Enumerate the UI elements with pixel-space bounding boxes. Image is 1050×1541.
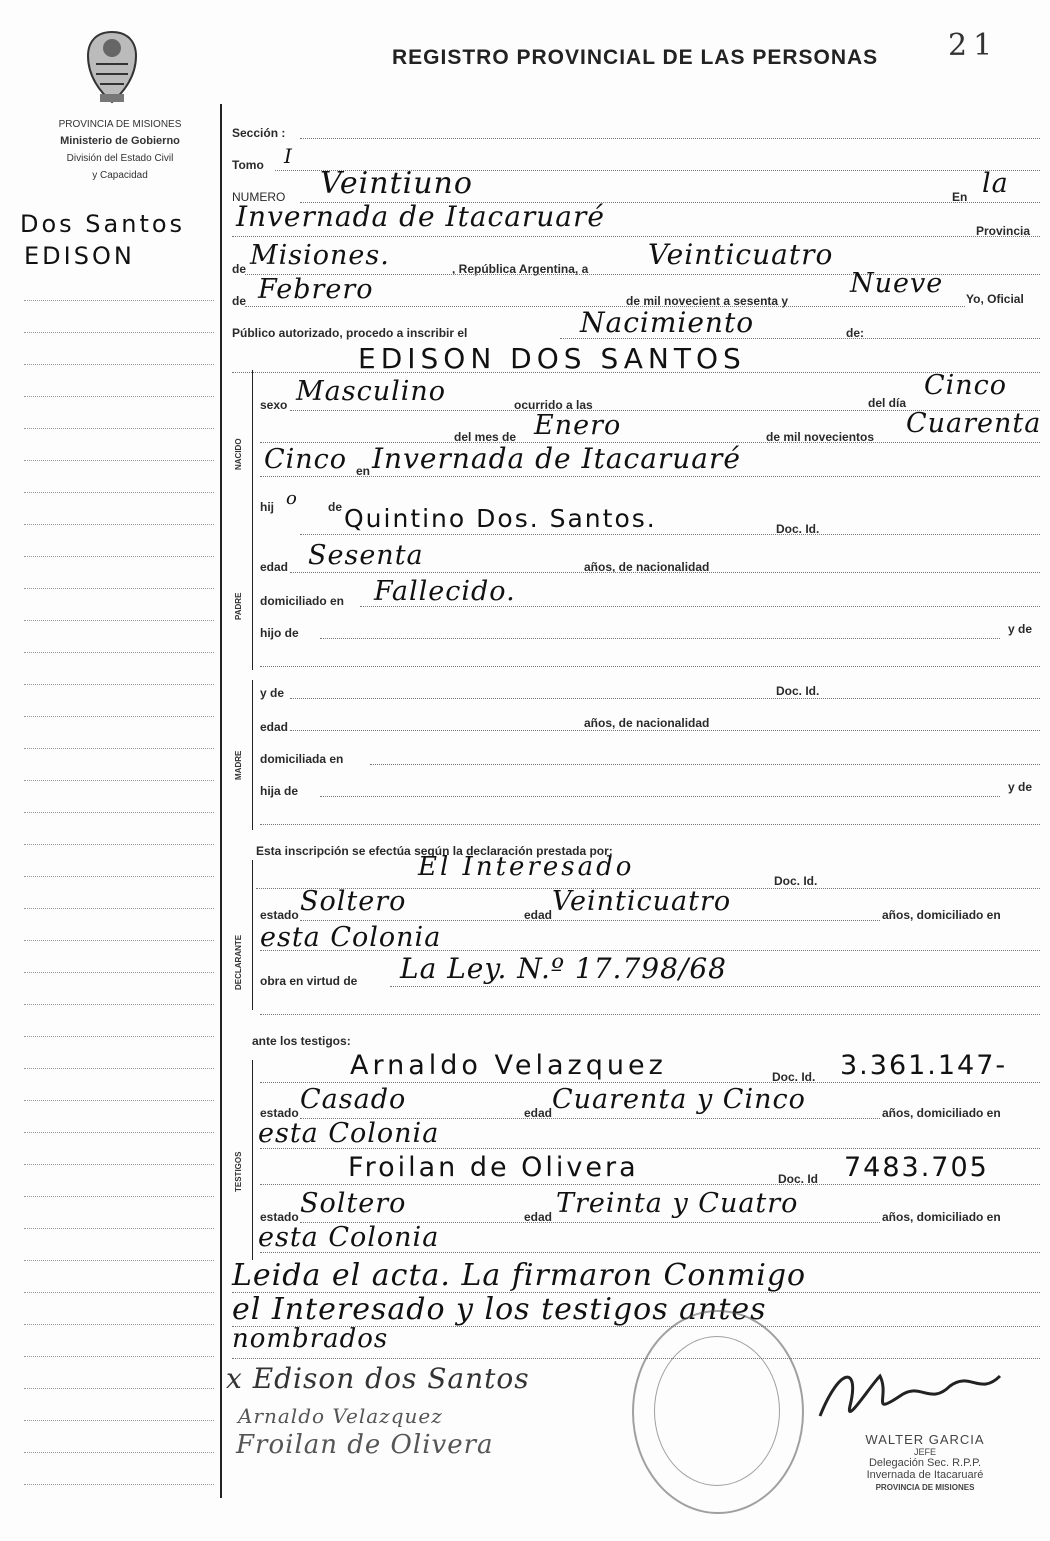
main-border (220, 104, 222, 1498)
margin-ruled-line (24, 556, 214, 557)
margin-ruled-line (24, 620, 214, 621)
margin-ruled-line (24, 1004, 214, 1005)
agency-province: PROVINCIA DE MISIONES (58, 119, 182, 130)
madre-section-label: MADRE (234, 750, 243, 780)
witness1-domicilio-label: años, domiciliado en (882, 1106, 1001, 1120)
margin-ruled-line (24, 716, 214, 717)
margin-ruled-line (24, 780, 214, 781)
declarante-edad-label: edad (524, 908, 553, 922)
witness1-name: Arnaldo Velazquez (350, 1050, 667, 1081)
de-label: de (232, 262, 247, 276)
testigos-section-label: TESTIGOS (234, 1151, 243, 1192)
madre-doc-label: Doc. Id. (776, 684, 820, 698)
madre-hija-de-label: hija de (260, 784, 299, 798)
madre-bracket (252, 680, 253, 830)
sexo-label: sexo (260, 398, 288, 412)
year-tens-value: Cuarenta (906, 408, 1042, 439)
document-title: REGISTRO PROVINCIAL DE LAS PERSONAS (392, 46, 879, 69)
madre-edad-label: edad (260, 720, 289, 734)
agency-capacity: y Capacidad (92, 170, 148, 181)
declaracion-intro: Esta inscripción se efectúa según la declaración prestada por: (256, 844, 613, 858)
margin-ruled-line (24, 812, 214, 813)
margin-ruled-line (24, 1164, 214, 1165)
witness1-edad-label: edad (524, 1106, 553, 1120)
place-value: Invernada de Itacaruaré (236, 200, 605, 233)
margin-ruled-line (24, 364, 214, 365)
official-signature-icon (810, 1356, 1010, 1436)
margin-ruled-line (24, 396, 214, 397)
official-name: WALTER GARCIA (865, 1432, 985, 1447)
nacido-bracket (252, 370, 253, 520)
margin-ruled-line (24, 1452, 214, 1453)
margin-ruled-line (24, 748, 214, 749)
coat-of-arms-icon (82, 30, 142, 106)
margin-ruled-line (24, 1132, 214, 1133)
padre-domicilio-label: domiciliado en (260, 594, 345, 608)
year-units-value: Cinco (264, 444, 348, 475)
margin-ruled-line (24, 428, 214, 429)
official-delegation-place: Invernada de Itacaruaré (866, 1469, 984, 1481)
provincia-label: Provincia (976, 224, 1031, 238)
year-label: de mil novecient a sesenta y (626, 294, 789, 308)
witness2-edad-label: edad (524, 1210, 553, 1224)
margin-ruled-line (24, 684, 214, 685)
padre-de-label: de (328, 500, 343, 514)
witness1-domicile: esta Colonia (258, 1118, 440, 1149)
margin-ruled-line (24, 300, 214, 301)
margin-ruled-line (24, 492, 214, 493)
year-value: Nueve (850, 268, 944, 299)
margin-surname: Dos Santos (20, 210, 186, 238)
witness2-name: Froilan de Olivera (348, 1152, 639, 1183)
margin-ruled-line (24, 1068, 214, 1069)
madre-nacionalidad-label: años, de nacionalidad (584, 716, 710, 730)
padre-y-de-label: y de (1008, 622, 1033, 636)
provincia-value: Misiones. (250, 240, 390, 271)
dia-label: del día (868, 396, 907, 410)
official-block (830, 1432, 1020, 1492)
en-nacido-label: en (356, 464, 371, 478)
de2-label: de (232, 294, 247, 308)
father-age: Sesenta (308, 540, 424, 571)
margin-ruled-line (24, 460, 214, 461)
official-title: JEFE (913, 1447, 936, 1457)
margin-ruled-line (24, 524, 214, 525)
acto-value: Nacimiento (580, 306, 755, 339)
closing-line-3: nombrados (232, 1324, 389, 1354)
registrant-name: EDISON DOS SANTOS (358, 342, 746, 375)
witness2-domicile: esta Colonia (258, 1222, 440, 1253)
margin-ruled-line (24, 1356, 214, 1357)
official-province: PROVINCIA DE MISIONES (875, 1483, 975, 1492)
margin-ruled-line (24, 588, 214, 589)
witness1-doc-label: Doc. Id. (772, 1070, 816, 1084)
de3-label: de: (846, 326, 864, 340)
declarant-marital-status: Soltero (300, 886, 407, 917)
signature-registrant: x Edison dos Santos (226, 1362, 530, 1395)
margin-given-name: EDISON (24, 242, 135, 270)
birthplace-value: Invernada de Itacaruaré (372, 442, 741, 475)
dia-value: Cinco (924, 370, 1008, 401)
madre-domicilio-label: domiciliada en (260, 752, 344, 766)
margin-ruled-line (24, 1292, 214, 1293)
madre-y-de2-label: y de (1008, 780, 1033, 794)
madre-y-de-label: y de (260, 686, 285, 700)
witness2-doc-label: Doc. Id (778, 1172, 819, 1186)
agency-block (20, 116, 220, 184)
witness2-marital-status: Soltero (300, 1188, 407, 1219)
padre-doc-label: Doc. Id. (776, 522, 820, 536)
declarante-bracket (252, 860, 253, 1010)
witness1-estado-label: estado (260, 1106, 299, 1120)
nacido-section-label: NACIDO (234, 438, 243, 470)
declarant-age: Veinticuatro (552, 886, 732, 917)
mil-label: de mil novecientos (766, 430, 875, 444)
declarante-estado-label: estado (260, 908, 299, 922)
padre-section-label: PADRE (234, 592, 243, 620)
declarante-doc-label: Doc. Id. (774, 874, 818, 888)
testigos-bracket (252, 1060, 253, 1260)
margin-ruled-line (24, 940, 214, 941)
padre-edad-label: edad (260, 560, 289, 574)
witness1-age: Cuarenta y Cinco (552, 1084, 806, 1115)
father-name: Quintino Dos. Santos. (344, 504, 657, 533)
numero-label: NUMERO (232, 190, 286, 204)
hijo-label: hij (260, 500, 274, 514)
margin-ruled-line (24, 1100, 214, 1101)
declarante-domicilio-label: años, domiciliado en (882, 908, 1001, 922)
margin-ruled-line (24, 908, 214, 909)
margin-ruled-line (24, 332, 214, 333)
agency-ministry: Ministerio de Gobierno (60, 135, 180, 147)
hijo-suffix: o (286, 488, 298, 509)
official-delegation: Delegación Sec. R.P.P. (868, 1457, 982, 1469)
margin-ruled-line (24, 1388, 214, 1389)
en-value: la (982, 168, 1009, 199)
official-seal-icon (632, 1310, 804, 1514)
witness1-doc: 3.361.147- (840, 1050, 1008, 1081)
signature-witness1: Arnaldo Velazquez (238, 1404, 443, 1428)
testigos-intro: ante los testigos: (252, 1034, 351, 1048)
margin-ruled-line (24, 1484, 214, 1485)
en-label: En (952, 190, 968, 204)
margin-ruled-line (24, 1324, 214, 1325)
father-domicile: Fallecido. (374, 576, 516, 607)
obra-label: obra en virtud de (260, 974, 358, 988)
declarant-name: El Interesado (418, 852, 635, 882)
padre-bracket (252, 520, 253, 670)
tomo-label: Tomo (232, 158, 264, 172)
margin-ruled-line (24, 1036, 214, 1037)
page-number: 21 (948, 28, 999, 63)
witness2-domicilio-label: años, domiciliado en (882, 1210, 1001, 1224)
margin-ruled-line (24, 1420, 214, 1421)
seccion-label: Sección : (232, 126, 286, 140)
month-value: Febrero (258, 274, 374, 305)
declarante-section-label: DECLARANTE (234, 934, 243, 990)
tomo-value: I (284, 144, 293, 168)
margin-ruled-line (24, 972, 214, 973)
closing-line-2: el Interesado y los testigos antes (232, 1292, 767, 1327)
signature-witness2: Froilan de Olivera (236, 1430, 494, 1460)
margin-ruled-line (24, 1228, 214, 1229)
mes-value: Enero (534, 410, 622, 441)
witness2-doc: 7483.705 (844, 1152, 989, 1183)
sexo-value: Masculino (296, 376, 447, 407)
witness2-estado-label: estado (260, 1210, 299, 1224)
day-value: Veinticuatro (648, 238, 834, 271)
witness1-marital-status: Casado (300, 1084, 407, 1115)
margin-ruled-line (24, 844, 214, 845)
republica-label: , República Argentina, a (452, 262, 589, 276)
publico-label: Público autorizado, procedo a inscribir el (232, 326, 468, 340)
legal-basis: La Ley. N.º 17.798/68 (400, 952, 727, 985)
margin-ruled-line (24, 1260, 214, 1261)
oficial-label: Yo, Oficial (966, 292, 1024, 306)
mes-label: del mes de (454, 430, 517, 444)
padre-hijo-de-label: hijo de (260, 626, 299, 640)
margin-ruled-line (24, 876, 214, 877)
witness2-age: Treinta y Cuatro (556, 1188, 799, 1219)
numero-value: Veintiuno (320, 166, 473, 201)
declarant-domicile: esta Colonia (260, 922, 442, 953)
ocurrido-label: ocurrido a las (514, 398, 593, 412)
closing-line-1: Leida el acta. La firmaron Conmigo (232, 1258, 807, 1293)
margin-ruled-line (24, 652, 214, 653)
agency-division: División del Estado Civil (66, 153, 174, 164)
margin-ruled-line (24, 1196, 214, 1197)
padre-nacionalidad-label: años, de nacionalidad (584, 560, 710, 574)
